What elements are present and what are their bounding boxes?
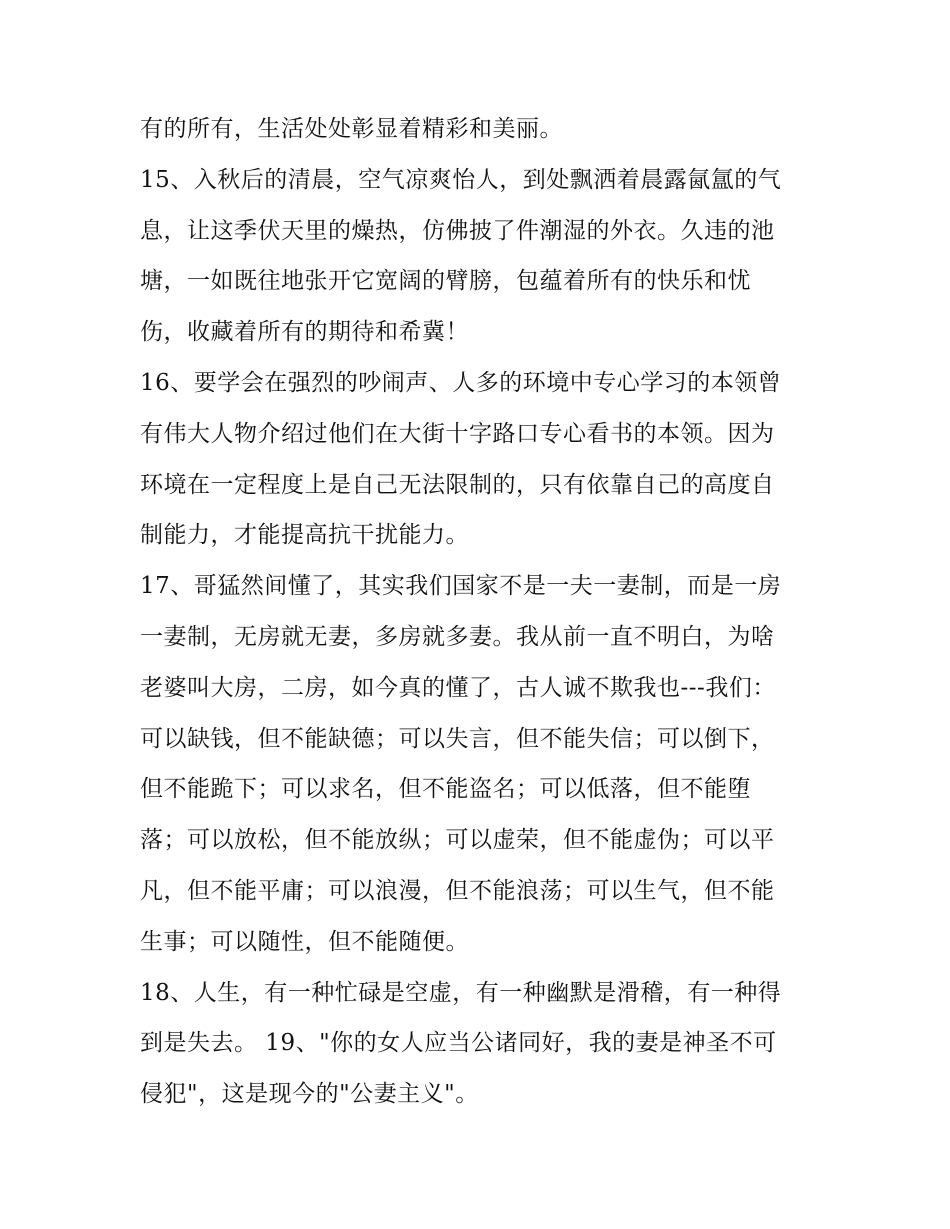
text-line: 16、要学会在强烈的吵闹声、人多的环境中专心学习的本领曾 (140, 369, 782, 396)
text-line: 老婆叫大房，二房，如今真的懂了，古人诚不欺我也---我们： (140, 674, 776, 701)
text-line: 环境在一定程度上是自己无法限制的，只有依靠自己的高度自 (140, 471, 775, 498)
text-line: 一妻制，无房就无妻，多房就多妻。我从前一直不明白，为啥 (140, 623, 775, 650)
text-line: 生事；可以随性，但不能随便。 (140, 928, 469, 955)
text-line: 制能力，才能提高抗干扰能力。 (140, 522, 469, 549)
text-line: 但不能跪下；可以求名，但不能盗名；可以低落，但不能堕 (140, 776, 751, 803)
text-line: 18、人生，有一种忙碌是空虚，有一种幽默是滑稽，有一种得 (140, 979, 782, 1006)
text-line: 凡，但不能平庸；可以浪漫，但不能浪荡；可以生气，但不能 (140, 877, 775, 904)
text-line: 17、哥猛然间懂了，其实我们国家不是一夫一妻制，而是一房 (140, 573, 782, 600)
text-line: 塘，一如既往地张开它宽阔的臂膀，包蕴着所有的快乐和忧 (140, 268, 751, 295)
document-body (140, 104, 812, 1120)
text-line: 息，让这季伏天里的燥热，仿佛披了件潮湿的外衣。久违的池 (140, 217, 775, 244)
text-line: 可以缺钱，但不能缺德；可以失言，但不能失信；可以倒下， (140, 725, 775, 752)
text-line: 落；可以放松，但不能放纵；可以虚荣，但不能虚伪；可以平 (140, 827, 775, 854)
text-line: 有的所有，生活处处彰显着精彩和美丽。 (140, 116, 563, 142)
text-line: 15、入秋后的清晨，空气凉爽怡人，到处飘洒着晨露氤氲的气 (140, 166, 782, 193)
text-line: 伤，收藏着所有的期待和希冀！ (140, 319, 469, 346)
text-line: 有伟大人物介绍过他们在大街十字路口专心看书的本领。因为 (140, 420, 775, 447)
text-line: 到是失去。 19、"你的女人应当公诸同好，我的妻是神圣不可 (140, 1030, 777, 1057)
text-line: 侵犯"，这是现今的"公妻主义"。 (140, 1081, 479, 1108)
